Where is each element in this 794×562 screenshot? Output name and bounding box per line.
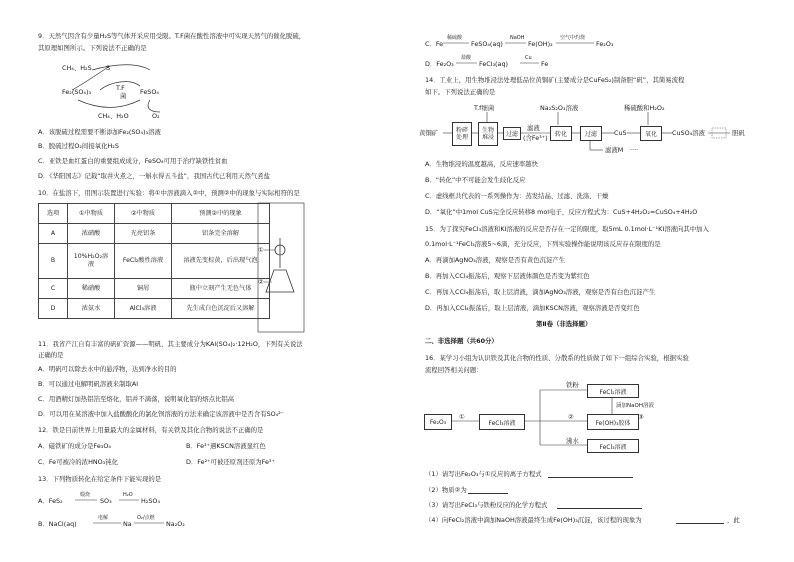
- table-cell: AlCl₃溶液: [115, 299, 172, 319]
- table-header-cell: 选项: [39, 204, 68, 224]
- q16-stem: 16．某学习小组为认识铁及其化合物的性质、分散系的性质做了如下一组综合实验，根据实验: [425, 354, 689, 362]
- q9-option-d: D．《华阳国志》记载“取井火煮之，一斛水得五斗盐”，我国古代已利用天然气煮盐: [38, 172, 271, 180]
- q13-d-start: D．Fe₂O₃: [425, 60, 454, 68]
- q14-box-filter2: 过滤: [580, 126, 602, 141]
- table-cell: 先生成白色沉淀后又溶解: [172, 299, 270, 319]
- q16-boiling-water: 沸水: [566, 437, 579, 445]
- q13-c-end: Fe₂O₃: [596, 40, 614, 48]
- q12-option-b: B．Fe³⁺遇KSCN溶液显红色: [186, 442, 266, 450]
- q14-stem: 14．工业上，用生物堆浸法处理低品位黄铜矿(主要成分是CuFeS₂)制备胆“矾”，其简易流程: [425, 76, 685, 84]
- q16-circle-2: ②: [568, 413, 574, 421]
- q9-stem-2: 其原理如图所示。下列说法不正确的是: [38, 44, 147, 52]
- q16-circle-3: ③: [638, 413, 644, 421]
- table-cell: 溶液先变棕黄，后出现气泡: [172, 244, 270, 279]
- q13-c-cond1: 稀硫酸: [447, 35, 463, 41]
- q11-stem: 11．我省产江自有丰富的矾矿资源——明矾，其主要成分为KAl(SO₄)₂·12H₂O，下列有关说法: [38, 340, 303, 348]
- q13-a-mid: SO₃: [100, 497, 112, 505]
- table-cell: C: [39, 279, 68, 299]
- q14-box-heap-l1: 生物: [481, 127, 494, 134]
- q14-stem-2: 如下。下列说法正确的是: [425, 88, 496, 96]
- q14-filtrate: 滤液: [527, 124, 540, 132]
- q13-b-cond2: O₂/点燃: [137, 515, 155, 521]
- q9-diagram-ch4-h2o: CH₄、H₂O: [98, 112, 129, 120]
- q15-option-d: D．再加入CCl₄振荡后，取上层清液，滴加KSCN溶液，观察溶液是否变红色: [425, 304, 640, 312]
- q16-box-feoh3: Fe(OH)₃胶体: [587, 414, 639, 430]
- q16-box-fecl2: FeCl₂溶液: [587, 384, 639, 398]
- table-header-cell: ②中物质: [115, 204, 172, 224]
- answer-blank[interactable]: [676, 523, 724, 524]
- q15-stem-2: 0.1mol·L⁻¹FeCl₃溶液5~6滴，充分反应，下列实验操作能说明该反应存在限度的是: [425, 240, 661, 248]
- q9-diagram-bacteria: 菌: [120, 92, 127, 100]
- q9-option-a: A．该脱硫过程需要不断添加Fe₂(SO₄)₃溶液: [38, 128, 161, 136]
- q14-box-oxidize: 氧化: [640, 126, 662, 141]
- answer-blank[interactable]: [557, 508, 642, 509]
- q9-diagram-tf: T.F: [116, 84, 125, 92]
- q13-c-cond2: NaOH: [510, 35, 525, 41]
- table-cell: 铜屑: [115, 279, 172, 299]
- q13-d-mid: FeCl₃(aq): [479, 60, 509, 68]
- q14-option-d: D．“氧化”中1mol CuS完全反应转移8 mol电子，反应方程式为：CuS+4H₂O₂=CuSO₄+4H₂O: [425, 208, 698, 216]
- section-2-title: 二、非选择题（共60分）: [425, 337, 498, 345]
- q13-c-mid1: FeSO₄(aq): [471, 40, 503, 48]
- q13-d-cond2: Cu: [525, 55, 532, 61]
- q13-d-end: Fe: [541, 60, 549, 68]
- q16-box-fecl3-2: FeCl₃溶液: [587, 439, 639, 453]
- table-cell: 10%H₂O₂溶液: [68, 244, 115, 279]
- q14-option-c: C．虚线框共代表的一系列操作为：蒸发结晶、过滤、洗涤、干燥: [425, 192, 609, 200]
- q9-diagram-o2: O₂: [152, 112, 160, 120]
- table-cell: 浓氨水: [68, 299, 115, 319]
- q16-sub-4-text: （4）向FeCl₂溶液中滴加NaOH溶液最终生成Fe(OH)₃沉淀，该过程的现象为: [425, 516, 642, 524]
- answer-blank[interactable]: [468, 493, 508, 494]
- q14-box-filter1: 过滤: [503, 127, 521, 140]
- q11-option-b: B．可以通过电解明矾溶液来制取Al: [38, 380, 138, 388]
- q13-b-mid: Na: [123, 520, 132, 528]
- q13-c-start: C．Fe: [425, 40, 444, 48]
- q14-option-b: B．“转化”中不可能会发生歧化反应: [425, 176, 526, 184]
- q14-box-crush-l1: 粉碎: [455, 127, 468, 134]
- q16-box-fecl3: FeCl₃溶液: [479, 414, 525, 430]
- q12-stem: 12．铁是目前世界上用量最大的金属材料，有关铁及其化合物的说法不正确的是: [38, 426, 264, 434]
- table-header-cell: 预测②中的现象: [172, 204, 270, 224]
- q13-c-cond3: 空气中灼烧: [560, 35, 586, 41]
- table-cell: 瓶中立刻产生无色气体: [172, 279, 270, 299]
- q14-filtrate-dots: ····: [630, 146, 639, 154]
- q13-b-cond1: 电解: [98, 515, 109, 521]
- q9-diagram-fe2so43: Fe₂(SO₄)₃: [62, 88, 92, 96]
- q13-stem: 13．下列物质转化在给定条件下能实现的是: [38, 475, 162, 483]
- q15-option-c: C．再加入CCl₄振荡后，取上层清液，滴加AgNO₃溶液，观察是否有白色沉淀产生: [425, 288, 656, 296]
- q12-option-c: C．Fe可被冷的浓HNO₃钝化: [38, 458, 119, 466]
- q13-a-start: A．FeS₂: [38, 497, 63, 505]
- q16-box-fe2o3: Fe₂O₃: [424, 414, 452, 430]
- q11-stem-2: 正确的是: [38, 351, 64, 359]
- q16-sub-4-end: ，此: [727, 516, 740, 524]
- q12-option-a: A．磁铁矿的成分是Fe₃O₄: [38, 442, 111, 450]
- q13-b-end: Na₂O₂: [166, 520, 185, 528]
- table-cell: D: [39, 299, 68, 319]
- q10-stem: 10．在盐溶下，用图示装置进行实验：将①中溶液滴入②中，预测②中的现象与实际相符的是: [38, 189, 300, 197]
- answer-blank[interactable]: [548, 477, 633, 478]
- q13-c-mid2: Fe(OH)₂: [528, 40, 553, 48]
- q13-a-cond2: H₂O: [123, 492, 133, 498]
- q10-label-2: ②: [258, 278, 264, 286]
- q13-d-cond1: 盐酸: [461, 55, 472, 61]
- q16-sub-3-text: （3）请写出FeCl₃与铁粉反应的化学方程式: [425, 501, 548, 509]
- q14-tf-bacteria: T.f细菌: [474, 104, 495, 112]
- q14-na2s2o3: Na₂S₂O₃溶液: [540, 104, 579, 112]
- q15-stem: 15．为了探究FeCl₃溶液和KI溶液的反应是否存在一定的限度，取5mL 0.1mol·L⁻¹KI溶液向其中加入: [425, 225, 709, 233]
- q15-option-b: B．再加入CCl₄振荡后，观察下层液体颜色是否变为紫红色: [425, 272, 590, 280]
- q13-b-start: B．NaCl(aq): [38, 520, 77, 528]
- section-2-heading: 第Ⅱ卷（非选择题）: [536, 320, 592, 328]
- table-cell: 浓硝酸: [68, 224, 115, 244]
- q14-box-convert: 转化: [550, 126, 572, 141]
- table-cell: A: [39, 224, 68, 244]
- q14-box-heap-l2: 堆浸: [481, 134, 494, 141]
- q16-stem-2: 流程回答相关问题：: [425, 366, 483, 374]
- q15-option-a: A．再滴加AgNO₃溶液，观察是否有黄色沉淀产生: [425, 256, 566, 264]
- table-cell: 光亮铝条: [115, 224, 172, 244]
- q9-diagram-s: S: [106, 64, 111, 72]
- table-cell: 稀硝酸: [68, 279, 115, 299]
- q14-cuso4: CuSO₄溶液: [672, 129, 705, 137]
- q14-ore: 黄铜矿: [419, 129, 439, 137]
- q11-option-a: A．明矾可以除去水中的悬浮物，达到净水的目的: [38, 365, 177, 373]
- q16-fe-powder: 铁粉: [566, 381, 579, 389]
- q16-circle-1: ①: [459, 413, 465, 421]
- table-header-cell: ①中物质: [68, 204, 115, 224]
- q16-sub-2-text: （2）物质②为: [425, 486, 467, 494]
- q9-stem: 9．天然气因含有少量H₂S等气体开采应用受限。T.F菌在酸性溶液中可实现天然气的催化脱硫，: [38, 32, 306, 40]
- q14-cus: CuS: [614, 129, 627, 137]
- q9-diagram-ch4-h2s: CH₄、H₂S: [62, 64, 92, 72]
- q11-option-c: C．用酒精灯加热铝箔至熔化，铝并不滴落，说明氧化铝的熔点比铝高: [38, 395, 235, 403]
- q11-option-d: D．可以用在某溶液中加入盐酸酸化的氯化钡溶液的方法来确定该溶液中是否含有SO₄²⁻: [38, 410, 285, 418]
- table-cell: B: [39, 244, 68, 279]
- q9-option-c: C．亚铁是血红蛋白的重要组成成分，FeSO₄可用于治疗缺铁性贫血: [38, 157, 228, 165]
- q14-filtrate-m: 滤液M: [605, 146, 624, 154]
- q16-add-naoh: 滴加NaOH溶液: [616, 403, 654, 409]
- q14-option-a: A．生物堆浸的温度越高，反应速率越快: [425, 160, 539, 168]
- q10-label-1: ①: [258, 246, 264, 254]
- q9-option-b: B．脱硫过程O₂间接氧化H₂S: [38, 142, 119, 150]
- table-cell: FeCl₂酸性溶液: [115, 244, 172, 279]
- q14-box-crush-l2: 处理: [455, 134, 468, 141]
- q16-sub-1-text: （1）请写出Fe₂O₃与①反应的离子方程式: [425, 470, 542, 478]
- q12-option-d: D．Fe²⁺可被还原剂还原为Fe³⁺: [186, 458, 275, 466]
- q14-filtrate-fe: (含Fe³⁺): [523, 134, 548, 142]
- q14-product: 胆矾: [732, 129, 745, 137]
- q13-a-end: H₂SO₄: [141, 497, 161, 505]
- table-cell: 铝条完全溶解: [172, 224, 270, 244]
- q13-a-cond1: 煅烧: [80, 492, 91, 498]
- q9-diagram-feso4: FeSO₄: [140, 88, 159, 96]
- q14-acid-h2o2: 稀硫酸和H₂O₂: [624, 104, 665, 112]
